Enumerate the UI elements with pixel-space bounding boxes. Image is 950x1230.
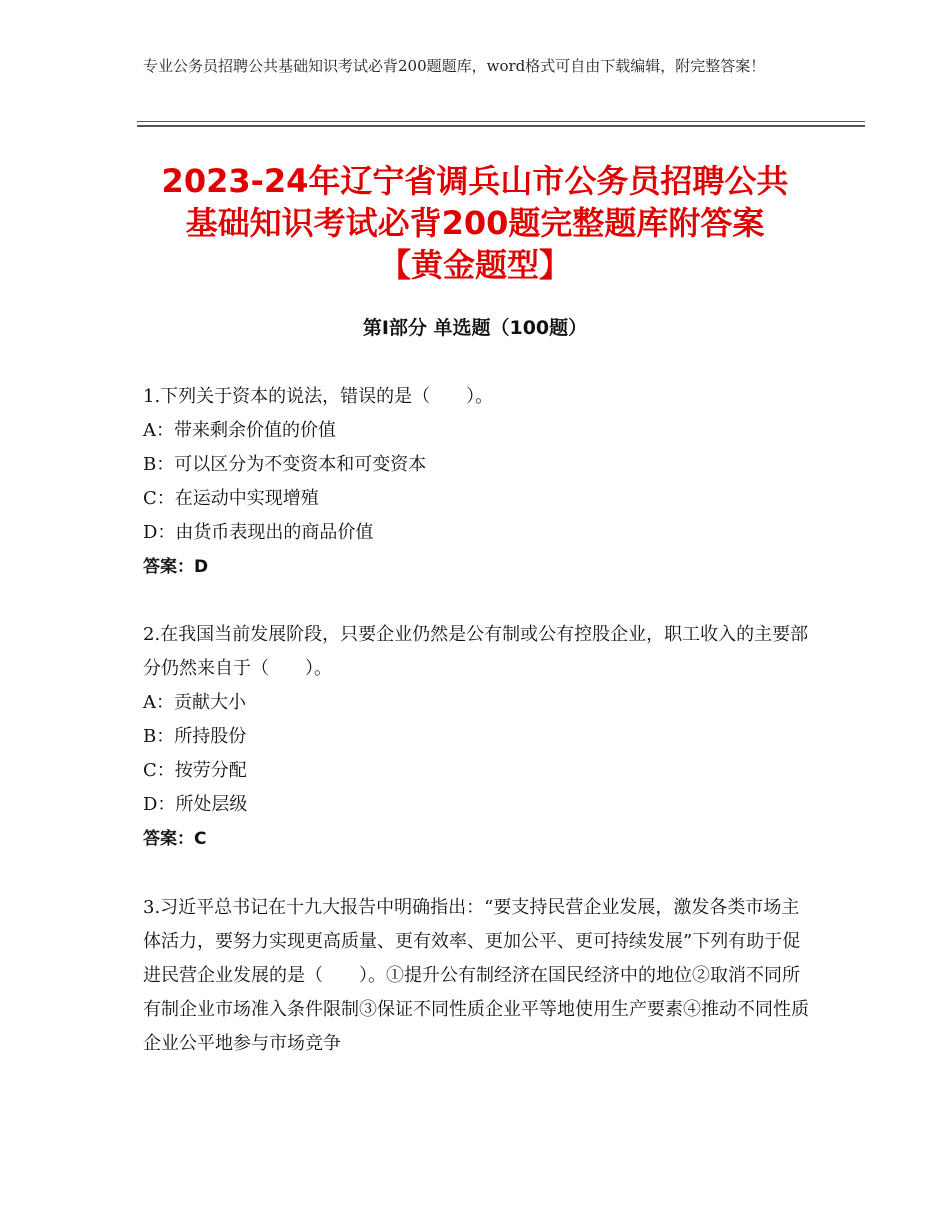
answer: 答案：D xyxy=(143,557,209,577)
title-line-1: 2023-24年辽宁省调兵山市公务员招聘公共 xyxy=(161,162,789,200)
answer: 答案：C xyxy=(143,829,207,849)
option-d: D：所处层级 xyxy=(143,794,248,815)
option-a: A：贡献大小 xyxy=(143,692,246,713)
section-heading: 第Ⅰ部分 单选题（100题） xyxy=(362,317,588,339)
question-stem: 3.习近平总书记在十九大报告中明确指出：“要支持民营企业发展，激发各类市场主体活力，要努力实现更高质量、更有效率、更加公平、更可持续发展”下列有助于促进民营企业发展的是（ ）。①提升公有制经济在国民经济中的地位②取消不同所有制企业市场准入条件限制③保证不同性质企业平等地使用生产要素④推动不同性质企业公平地参与市场竞争 xyxy=(143,897,809,1054)
question-stem: 2.在我国当前发展阶段，只要企业仍然是公有制或公有控股企业，职工收入的主要部分仍然来自于（ ）。 xyxy=(143,624,809,679)
option-b: B：可以区分为不变资本和可变资本 xyxy=(143,454,427,475)
option-c: C：按劳分配 xyxy=(143,760,247,781)
option-b: B：所持股份 xyxy=(143,726,247,747)
header-rule-thick xyxy=(137,125,865,127)
question-1 xyxy=(143,380,813,584)
option-a: A：带来剩余价值的价值 xyxy=(143,420,336,441)
title-line-2: 基础知识考试必背200题完整题库附答案 xyxy=(185,204,765,242)
question-stem: 1.下列关于资本的说法，错误的是（ ）。 xyxy=(143,386,494,407)
question-3 xyxy=(143,891,813,1061)
option-d: D：由货币表现出的商品价值 xyxy=(143,522,374,543)
header-note: 专业公务员招聘公共基础知识考试必背200题题库，word格式可自由下载编辑，附完整答案！ xyxy=(143,57,766,75)
title-line-3: 【黄金题型】 xyxy=(378,246,571,284)
option-c: C：在运动中实现增殖 xyxy=(143,488,319,509)
question-2 xyxy=(143,618,813,856)
document-title xyxy=(120,160,830,286)
header-rule-thin xyxy=(137,121,865,122)
